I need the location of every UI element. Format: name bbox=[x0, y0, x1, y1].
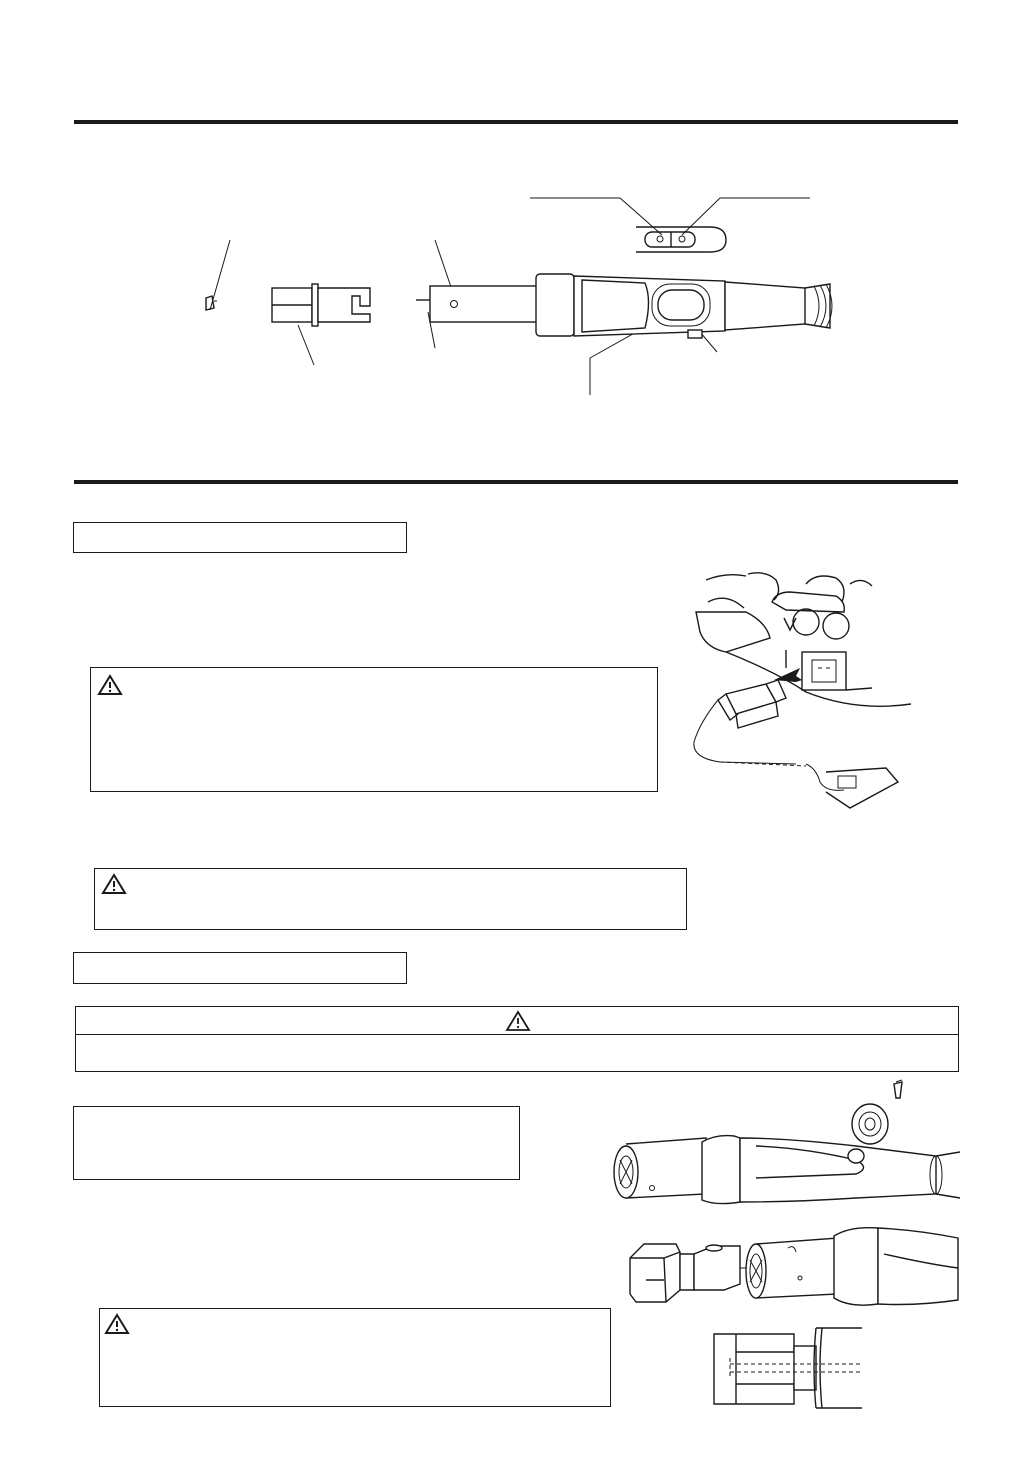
warning-note-2 bbox=[94, 868, 687, 930]
info-box bbox=[73, 1106, 520, 1180]
warning-triangle-icon bbox=[104, 1313, 130, 1335]
warning-triangle-icon bbox=[505, 1010, 531, 1032]
warning-triangle-icon bbox=[97, 674, 123, 696]
section-rule-top bbox=[74, 120, 958, 124]
warning-triangle-icon bbox=[101, 873, 127, 895]
label-box-replace bbox=[73, 952, 407, 984]
caution-banner-header bbox=[76, 1007, 958, 1035]
label-box-connect bbox=[73, 522, 407, 553]
nozzle-attach-illustration bbox=[628, 1224, 958, 1312]
section-rule-middle bbox=[74, 480, 958, 484]
warning-note-3 bbox=[99, 1308, 611, 1407]
station-connector-illustration bbox=[686, 572, 916, 812]
nozzle-section-illustration bbox=[708, 1324, 868, 1412]
handpiece-parts-diagram bbox=[190, 180, 870, 410]
handpiece-knob-illustration bbox=[606, 1076, 960, 1206]
caution-banner bbox=[75, 1006, 959, 1072]
warning-note-1 bbox=[90, 667, 658, 792]
